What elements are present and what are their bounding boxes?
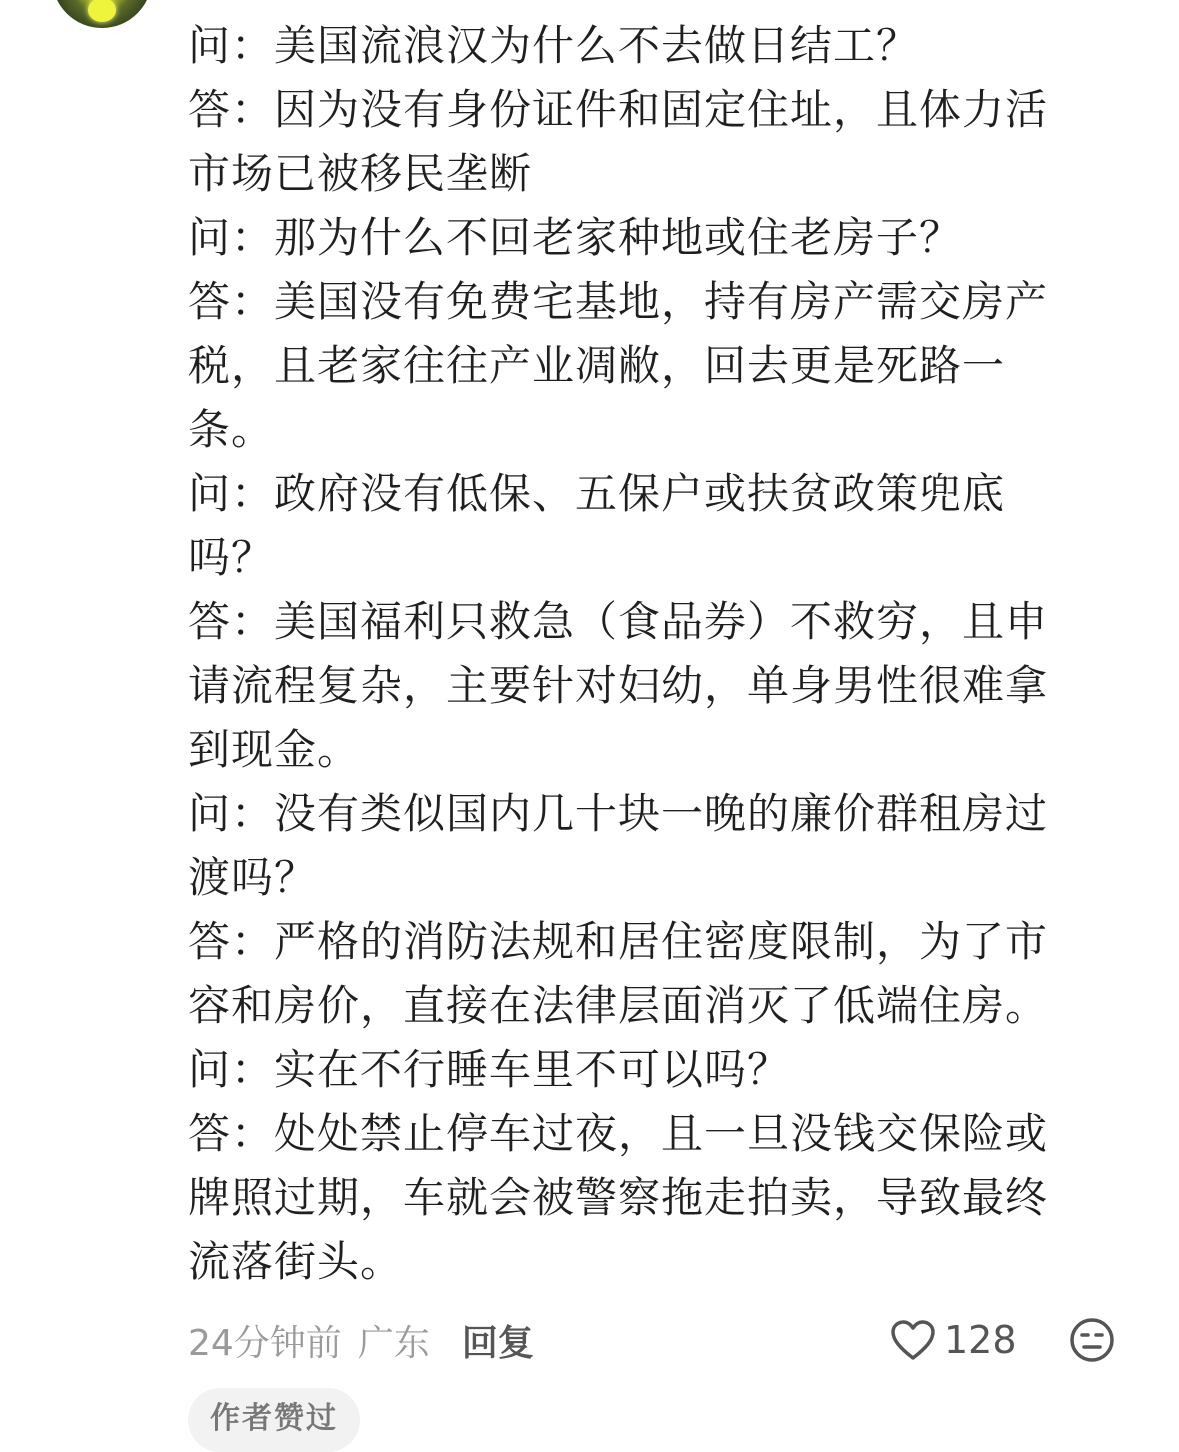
comment-time: 24分钟前 (188, 1322, 342, 1364)
comment-line: 答：严格的消防法规和居住密度限制，为了市 (188, 917, 1049, 966)
comment-line: 条。 (188, 405, 275, 454)
comment-line: 到现金。 (188, 725, 361, 774)
comment-meta (188, 1310, 1128, 1370)
comment-line: 答：美国福利只救急（食品券）不救穷，且申 (188, 597, 1049, 646)
like-count: 128 (944, 1318, 1017, 1362)
comment-line: 牌照过期，车就会被警察拖走拍卖，导致最终 (188, 1173, 1049, 1222)
author-liked-badge: 作者赞过 (188, 1388, 360, 1452)
comment-line: 请流程复杂，主要针对妇幼，单身男性很难拿 (188, 661, 1049, 710)
like-button[interactable] (890, 1310, 1017, 1370)
comment-line: 税，且老家往往产业凋敝，回去更是死路一 (188, 341, 1006, 390)
comment-line: 问：实在不行睡车里不可以吗？ (188, 1045, 791, 1094)
comment-body (188, 14, 1118, 1294)
comment-line: 答：处处禁止停车过夜，且一旦没钱交保险或 (188, 1109, 1049, 1158)
emoji-face-icon[interactable] (1068, 1316, 1116, 1364)
avatar[interactable] (52, 0, 152, 28)
avatar-figure (88, 0, 116, 22)
comment-region: 广东 (357, 1322, 430, 1364)
comment-line: 答：美国没有免费宅基地，持有房产需交房产 (188, 277, 1049, 326)
reply-button[interactable]: 回复 (461, 1322, 534, 1364)
comment-line: 市场已被移民垄断 (188, 149, 533, 198)
comment-line: 答：因为没有身份证件和固定住址，且体力活 (188, 85, 1049, 134)
comment-line: 流落街头。 (188, 1237, 404, 1286)
comment-line: 问：没有类似国内几十块一晚的廉价群租房过 (188, 789, 1049, 838)
comment-line: 容和房价，直接在法律层面消灭了低端住房。 (188, 981, 1049, 1030)
comment-line: 问：政府没有低保、五保户或扶贫政策兜底 (188, 469, 1006, 518)
comment-line: 吗？ (188, 533, 275, 582)
heart-outline-icon (890, 1319, 936, 1361)
comment-line: 问：那为什么不回老家种地或住老房子？ (188, 213, 963, 262)
comment-line: 渡吗？ (188, 853, 318, 902)
comment-line: 问：美国流浪汉为什么不去做日结工？ (188, 21, 920, 70)
